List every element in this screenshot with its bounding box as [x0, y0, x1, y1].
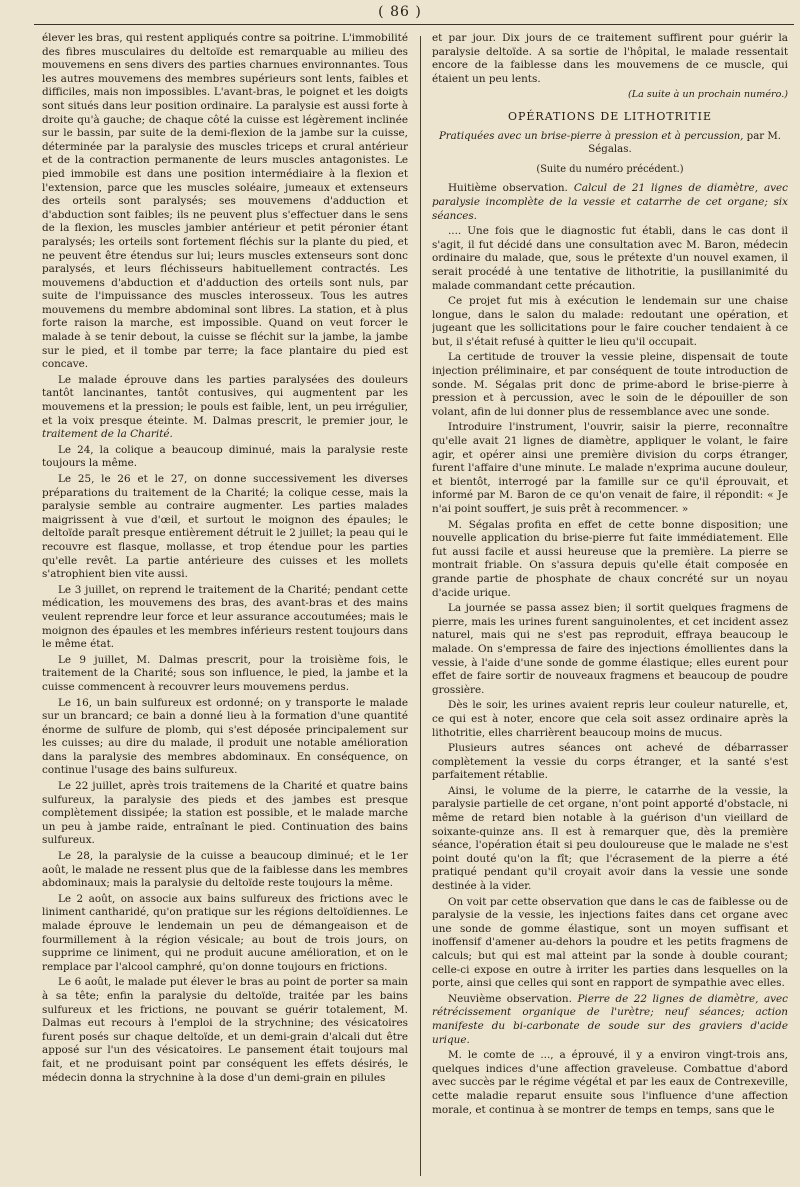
- paragraph: M. le comte de ..., a éprouvé, il y a environ vingt-trois ans, quelques indices d'une affection graveleuse. Combattue d'abord avec succès par le régime végétal et par les eaux de Contrexeville, cette maladie reparut ensuite sous l'influence d'une affection morale, et continua à se montrer de temps en temps, sans que le: [432, 1049, 788, 1116]
- paragraph: M. Ségalas profita en effet de cette bonne disposition; une nouvelle application du brise-pierre fut faite immédiatement. Elle fut aussi facile et aussi heureuse que la première. La pierre se montrait friable. On s'assura depuis qu'elle était composée en grande partie de phosphate de chaux concrété sur un noyau d'acide urique.: [432, 518, 788, 599]
- article-subtitle: [432, 130, 788, 157]
- observation-label: Neuvième observation.: [448, 992, 572, 1005]
- paragraph: Le 22 juillet, après trois traitemens de la Charité et quatre bains sulfureux, la paralysie des pieds et des jambes est presque complètement dissipée; la station est possible, et le malade marche un peu à jambe raide, entraînant le pied. Continuation des bains sulfureux.: [42, 780, 408, 847]
- paragraph-text: Le malade éprouve dans les parties paralysées des douleurs tantôt lancinantes, tantôt contusives, qui augmentent par les mouvemens et la pression; le pouls est faible, lent, un peu irrégulier, et la voix presque éteinte. M. Dalmas prescrit, le premier jour, le: [42, 373, 408, 427]
- article-author: par M. Ségalas.: [588, 130, 782, 156]
- paragraph: et par jour. Dix jours de ce traitement suffirent pour guérir la paralysie deltoïde. A sa sortie de l'hôpital, le malade ressentait encore de la faiblesse dans les mouvemens de ce muscle, qui étaient un peu lents.: [432, 32, 788, 85]
- subtitle-text: Pratiquées avec un brise-pierre à pression et à percussion,: [438, 130, 744, 142]
- paragraph: Le 9 juillet, M. Dalmas prescrit, pour la troisième fois, le traitement de la Charité; sous son influence, le pied, la jambe et la cuisse commencent à recouvrer leurs mouvemens perdus.: [42, 653, 408, 693]
- paragraph: Le 6 août, le malade put élever le bras au point de porter sa main à sa tête; enfin la paralysie du deltoïde, traitée par les bains sulfureux et les frictions, ne pouvant se guérir totalement, M. Dalmas eut recours à l'emploi de la strychnine; des vésicatoires furent posés sur chaque deltoïde, et un demi-grain d'alcali dut être apposé sur l'un des vésicatoires. Le pansement était toujours mal fait, et ne produisant point par conséquent les effets désirés, le médecin donna la strychnine à la dose d'un demi-grain en pilules: [42, 976, 408, 1084]
- paragraph: .... Une fois que le diagnostic fut établi, dans le cas dont il s'agit, il fut décidé dans une consultation avec M. Baron, médecin ordinaire du malade, que, sous le prétexte d'un nouvel examen, il serait procédé à une tentative de lithotritie, la pusillanimité du malade commandant cette précaution.: [432, 225, 788, 292]
- paragraph: La certitude de trouver la vessie pleine, dispensait de toute injection préliminaire, et par conséquent de toute introduction de sonde. M. Ségalas prit donc de prime-abord le brise-pierre à pression et à percussion, avec le soin de le dépouiller de son volant, afin de lui donner plus de ressemblance avec une sonde.: [432, 351, 788, 418]
- observation-label: Huitième observation.: [448, 182, 568, 195]
- paragraph: On voit par cette observation que dans le cas de faiblesse ou de paralysie de la vessie, les injections faites dans cet organe avec une sonde de gomme élastique, sont un moyen suffisant et inoffensif d'amener au-dehors la poudre et les petits fragmens de calculs; but qui est mal atteint par la sonde à double courant; celle-ci expose en outre à irriter les parties dans lesquelles on la porte, ainsi que celles qui sont en rapport de sympathie avec elles.: [432, 895, 788, 990]
- observation-description: Pierre de 22 lignes de diamètre, avec rétrécissement organique de l'urètre; neuf séances; action manifeste du bi-carbonate de soude sur des graviers d'acide urique.: [432, 992, 788, 1046]
- observation-heading: [432, 182, 788, 223]
- paragraph: Ce projet fut mis à exécution le lendemain sur une chaise longue, dans le salon du malade: redoutant une opération, et jugeant que les sollicitations pour le faire coucher tendaient à ce but, il s'était refusé à quitter le lieu qu'il occupait.: [432, 295, 788, 348]
- paragraph: Plusieurs autres séances ont achevé de débarrasser complètement la vessie du corps étranger, et la santé s'est parfaitement rétablie.: [432, 742, 788, 782]
- paragraph: élever les bras, qui restent appliqués contre sa poitrine. L'immobilité des fibres musculaires du deltoïde est remarquable au milieu des mouvemens en sens divers des parties charnues environnantes. Tous les autres mouvemens des membres supérieurs sont lents, faibles et difficiles, mais non impossibles. L'avant-bras, le poignet et les doigts sont situés dans leur position ordinaire. La paralysie est aussi forte à droite qu'à gauche; de chaque côté la cuisse est légèrement inclinée sur le bassin, par suite de la demi-flexion de la jambe sur la cuisse, déterminée par la paralysie des muscles triceps et crural antérieur et de la contraction permanente de leurs muscles antagonistes. Le pied immobile est dans une position intermédiaire à la flexion et l'extension, parce que les muscles soléaire, jumeaux et extenseurs des orteils sont paralysés; ses mouvemens d'adduction et d'abduction sont faibles; ils ne peuvent plus s'effectuer dans le sens de la flexion, les muscles jambier antérieur et petit péronier étant paralysés; les orteils sont fortement fléchis sur la plante du pied, et ne peuvent être étendus sur lui; leurs muscles extenseurs sont donc paralysés, et leurs fléchisseurs habituellement contractés. Les mouvemens d'abduction et d'adduction des orteils sont nuls, par suite de l'impuissance des muscles interosseux. Tous les autres mouvemens du membre abdominal sont libres. La station, et à plus forte raison la marche, est impossible. Quand on veut forcer le malade à se tenir debout, la cuisse se fléchit sur la jambe, la jambe sur le pied, et il tombe par terre; la face plantaire du pied est concave.: [42, 32, 408, 371]
- treatment-name: traitement de la Charité.: [42, 428, 173, 441]
- paragraph: La journée se passa assez bien; il sortit quelques fragmens de pierre, mais les urines furent sanguinolentes, et cet incident assez naturel, mais qui ne s'est pas reproduit, effraya beaucoup le malade. On s'empressa de faire des injections émollientes dans la vessie, à l'aide d'une sonde de gomme élastique; elles eurent pour effet de faire sortir de nouveaux fragmens et beaucoup de poudre grossière.: [432, 602, 788, 696]
- column-divider: [420, 36, 421, 1176]
- paragraph: Dès le soir, les urines avaient repris leur couleur naturelle, et, ce qui est à noter, encore que cela soit assez ordinaire après la lithotritie, elles charrièrent beaucoup moins de mucus.: [432, 699, 788, 739]
- paragraph: [42, 374, 408, 442]
- paragraph: Le 16, un bain sulfureux est ordonné; on y transporte le malade sur un brancard; ce bain a donné lieu à la formation d'une quantité énorme de sulfure de plomb, qui s'est déposée principalement sur les cuisses; au dire du malade, il produit une notable amélioration dans la paralysie des membres abdominaux. En conséquence, on continue l'usage des bains sulfureux.: [42, 696, 408, 777]
- page-number: ( 86 ): [378, 4, 422, 20]
- paragraph: Le 24, la colique a beaucoup diminué, mais la paralysie reste toujours la même.: [42, 443, 408, 470]
- observation-description: Calcul de 21 lignes de diamètre, avec paralysie incomplète de la vessie et catarrhe de cet organe; six séances.: [432, 182, 788, 222]
- paragraph: Le 3 juillet, on reprend le traitement de la Charité; pendant cette médication, les mouvemens des bras, des avant-bras et des mains veulent reprendre leur force et leur assurance accoutumées; mais le moignon des épaules et les membres inférieurs restent toujours dans le même état.: [42, 583, 408, 651]
- paragraph: Ainsi, le volume de la pierre, le catarrhe de la vessie, la paralysie partielle de cet organe, n'ont point apporté d'obstacle, ni même de retard bien notable à la guérison d'un vieillard de soixante-quinze ans. Il est à remarquer que, dès la première séance, l'opération était si peu douloureuse que le malade ne s'est point douté qu'on la fît; que l'écrasement de la pierre a été pratiqué pendant qu'il croyait avoir dans la vessie une sonde destinée à la vider.: [432, 784, 788, 893]
- paragraph: Introduire l'instrument, l'ouvrir, saisir la pierre, reconnaître qu'elle avait 21 lignes de diamètre, appliquer le volant, le faire agir, et opérer ainsi une première division du corps étranger, furent l'affaire d'une minute. Le malade n'exprima aucune douleur, et bientôt, interrogé par la famille sur ce qu'il éprouvait, et informé par M. Baron de ce qu'on venait de faire, il répondit: « Je n'ai point souffert, je suis prêt à recommencer. »: [432, 421, 788, 515]
- observation-heading: [432, 993, 788, 1047]
- paragraph: Le 25, le 26 et le 27, on donne successivement les diverses préparations du traitement de la Charité; la colique cesse, mais la paralysie semble au contraire augmenter. Les parties malades maigrissent à vue d'œil, et surtout le moignon des épaules; le deltoïde paraît presque entièrement détruit le 2 juillet; la peau qui le recouvre est flasque, mollasse, et trop étendue pour les parties qu'elle revêt. La partie antérieure des cuisses et les mollets s'atrophient bien vite aussi.: [42, 473, 408, 581]
- left-column: [42, 32, 408, 1177]
- right-column: [432, 32, 788, 1177]
- continuation-note: (La suite à un prochain numéro.): [627, 89, 788, 101]
- article-note: (Suite du numéro précédent.): [536, 163, 684, 175]
- paragraph: Le 2 août, on associe aux bains sulfureux des frictions avec le liniment cantharidé, qu'on pratique sur les régions deltoïdiennes. Le malade éprouve le lendemain un peu de démangeaison et de fourmillement à la région vésicale; au bout de trois jours, on supprime ce liniment, qui ne produit aucune amélioration, et on le remplace par l'alcool camphré, qu'on donne toujours en frictions.: [42, 892, 408, 973]
- header-rule: [34, 24, 794, 25]
- article-title: OPÉRATIONS DE LITHOTRITIE: [507, 109, 713, 123]
- paragraph: Le 28, la paralysie de la cuisse a beaucoup diminué; et le 1er août, le malade ne ressent plus que de la faiblesse dans les membres abdominaux; mais la paralysie du deltoïde reste toujours la même.: [42, 850, 408, 890]
